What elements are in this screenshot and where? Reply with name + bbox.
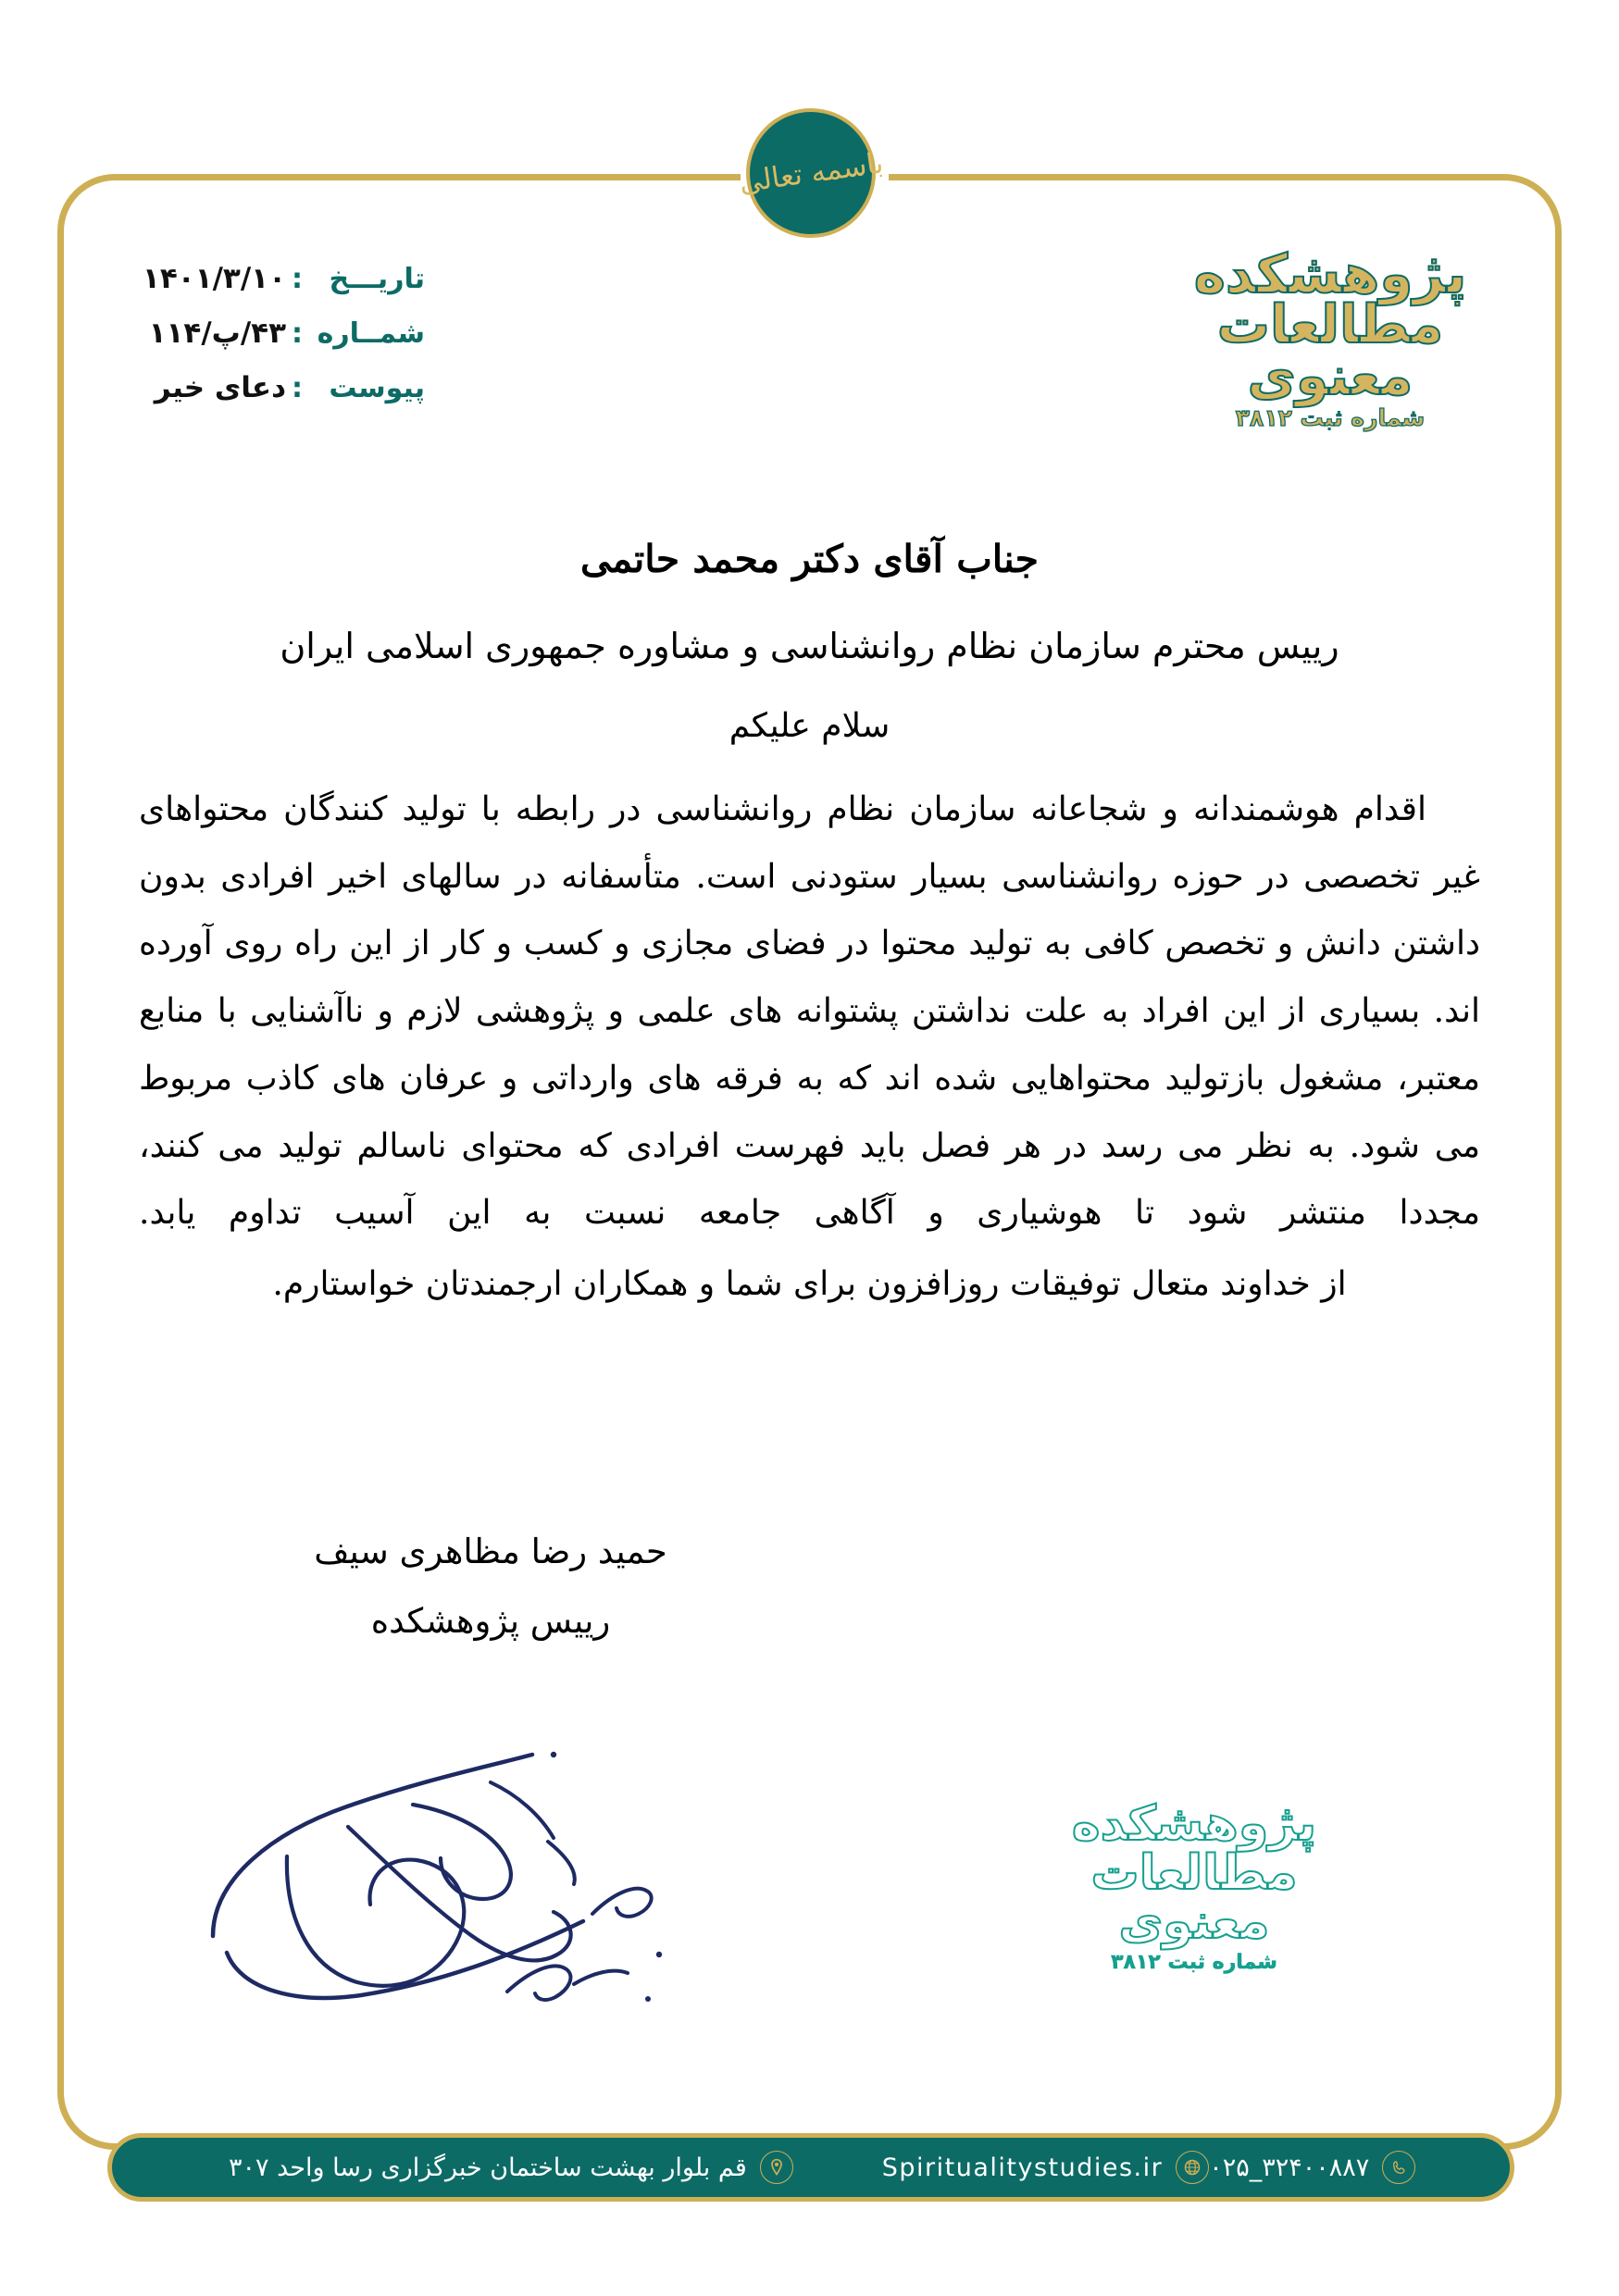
globe-icon [1176, 2151, 1209, 2184]
logo-line-1: پژوهشکده [1193, 242, 1467, 305]
basmala-text: باسمه تعالی [736, 145, 886, 200]
letter-closing: از خداوند متعال توفیقات روزافزون برای شما و همکاران ارجمندتان خواستارم. [272, 1265, 1347, 1304]
organization-logo [1191, 242, 1469, 431]
stamp-logo-line-3: معنوی [1118, 1894, 1270, 1951]
footer-bar [107, 2133, 1514, 2202]
addressee-name: جناب آقای دکتر محمد حاتمی [579, 537, 1040, 581]
signatory-role: رییس پژوهشکده [370, 1601, 611, 1641]
footer-phone [1209, 2151, 1415, 2184]
footer-address [229, 2151, 793, 2184]
handwritten-signature [185, 1694, 704, 2027]
stamp-logo [1041, 1796, 1347, 1975]
letter-content [0, 537, 1619, 1319]
footer-website[interactable] [882, 2151, 1209, 2184]
logo-registration-number: شماره ثبت ۳۸۱۲ [1235, 403, 1426, 431]
location-pin-icon [760, 2151, 793, 2184]
meta-colon: : [292, 263, 303, 295]
footer-website-text: Spiritualitystudies.ir [881, 2153, 1164, 2182]
stamp-logo-line-1: پژوهشکده [1071, 1796, 1317, 1852]
meta-row-date [110, 262, 425, 301]
meta-label-date: تاریـــخ [329, 263, 425, 295]
footer-phone-text: ۰۲۵_۳۲۴۰۰۸۸۷ [1209, 2153, 1370, 2182]
footer-address-text: قم بلوار بهشت ساختمان خبرگزاری رسا واحد ۳۰۷ [229, 2153, 747, 2182]
stamp-logo-line-2: مطالعات [1090, 1845, 1298, 1902]
meta-value-attachment: دعای خیر [154, 371, 286, 404]
meta-label-attachment: پیوست [329, 372, 425, 404]
logo-line-2: مطالعات [1216, 294, 1444, 356]
meta-row-attachment [110, 371, 425, 410]
meta-row-number [110, 316, 425, 355]
meta-colon: : [292, 372, 303, 404]
basmala-emblem [736, 108, 886, 238]
meta-colon: : [292, 317, 303, 350]
signatory-name: حمید رضا مظاهری سیف [314, 1532, 667, 1571]
meta-value-date: ۱۴۰۱/۳/۱۰ [142, 262, 286, 295]
signature-block [250, 1532, 731, 1641]
meta-label-number: شمــاره [317, 317, 425, 350]
stamp-logo-registration-number: شماره ثبت ۳۸۱۲ [1111, 1951, 1277, 1975]
logo-line-3: معنوی [1247, 345, 1414, 407]
greeting: سلام علیکم [729, 707, 890, 745]
letter-meta [110, 262, 425, 426]
addressee-role: ریيس محترم سازمان نظام روانشناسی و مشاوره جمهوری اسلامی ایران [280, 626, 1339, 666]
phone-icon [1382, 2151, 1415, 2184]
meta-value-number: ۴۳/پ/۱۱۴ [148, 316, 286, 350]
letter-body: اقدام هوشمندانه و شجاعانه سازمان نظام روانشناسی در رابطه با تولید کنندگان محتواهای غیر تخصصی در حوزه روانشناسی بسیار ستودنی است. متأسفانه در سالهای اخیر افرادی بدون داشتن دانش و تخصص کافی به تولید محتوا در فضای مجازی و کسب و کار از این راه روی آورده اند. بسیاری از این افراد به علت نداشتن پشتوانه های علمی و پژوهشی لازم و ناآشنایی با منابع معتبر، مشغول بازتولید محتواهایی شده اند که به فرقه های وارداتی و عرفان های کاذب مربوط می شود. به نظر می رسد در هر فصل باید فهرست افرادی که محتوای ناسالم تولید می کنند، مجددا منتشر شود تا هوشیاری و آگاهی جامعه نسبت به این آسیب تداوم یابد. [139, 790, 1480, 1233]
